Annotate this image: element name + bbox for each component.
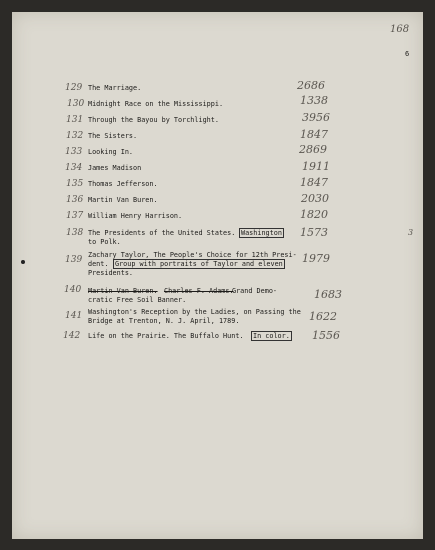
entry-title: The Sisters.: [88, 132, 138, 140]
entry-note: Washington: [241, 229, 282, 237]
entry-title-continued: dent.: [88, 260, 109, 268]
entry-title: Life on the Prairie. The Buffalo Hunt.: [88, 332, 244, 340]
entry-number: 133: [65, 147, 83, 157]
entry-year: 1911: [302, 160, 330, 173]
entry-year: 1556: [312, 329, 340, 342]
document-page: [12, 12, 423, 539]
entry-title: James Madison: [88, 164, 142, 172]
entry-title-continued: Presidents.: [88, 269, 134, 277]
entry-number: 142: [63, 331, 81, 341]
entry-number: 130: [67, 99, 85, 109]
entry-year: 1622: [309, 310, 337, 323]
entry-note: Group with portraits of Taylor and eleven: [115, 260, 283, 268]
entry-title: Martin Van Buren.: [88, 196, 158, 204]
margin-mark: 3: [408, 228, 414, 237]
entry-year: 2869: [299, 143, 327, 156]
entry-title: Zachary Taylor, The People's Choice for 12th Presi-: [88, 251, 297, 259]
entry-title: The Presidents of the United States.: [88, 229, 236, 237]
entry-year: 1820: [300, 208, 328, 221]
entry-title: William Henry Harrison.: [88, 212, 183, 220]
entry-number: 141: [65, 311, 83, 321]
entry-year: 2030: [301, 192, 329, 205]
entry-title: Looking In.: [88, 148, 134, 156]
entry-title: Through the Bayou by Torchlight.: [88, 116, 219, 124]
entry-year: 1847: [300, 128, 328, 141]
entry-year: 1979: [302, 252, 330, 265]
hole-punch-mark: [21, 260, 25, 264]
entry-year: 1847: [300, 176, 328, 189]
entry-title: Thomas Jefferson.: [88, 180, 158, 188]
entry-year: 2686: [297, 79, 325, 92]
entry-number: 139: [65, 255, 83, 265]
entry-number: 135: [66, 179, 84, 189]
entry-number: 138: [66, 228, 84, 238]
entry-year: 1683: [314, 288, 342, 301]
entry-title: Grand Demo-: [232, 287, 278, 295]
entry-number: 136: [66, 195, 84, 205]
entry-title-continued: Bridge at Trenton, N. J. April, 1789.: [88, 317, 240, 325]
entry-year: 1338: [300, 94, 328, 107]
entry-number: 137: [66, 211, 84, 221]
entry-note: In color.: [253, 332, 290, 340]
entry-number: 134: [65, 163, 83, 173]
entry-number: 132: [66, 131, 84, 141]
struck-text: Charles F. Adams.: [164, 287, 234, 295]
entry-title: Washington's Reception by the Ladies, on Passing the: [88, 308, 301, 316]
entry-year: 1573: [300, 226, 328, 239]
entry-title-continued: to Polk.: [88, 238, 121, 246]
page-number: 6: [405, 50, 410, 58]
entry-title: The Marriage.: [88, 84, 142, 92]
entry-number: 140: [64, 285, 82, 295]
entry-number: 131: [66, 115, 84, 125]
entry-year: 3956: [302, 111, 330, 124]
struck-text: Martin Van Buren.: [88, 287, 158, 295]
entry-title-continued: cratic Free Soil Banner.: [88, 296, 187, 304]
page-reference: 168: [390, 24, 410, 35]
entry-number: 129: [65, 83, 83, 93]
entry-title: Midnight Race on the Mississippi.: [88, 100, 224, 108]
